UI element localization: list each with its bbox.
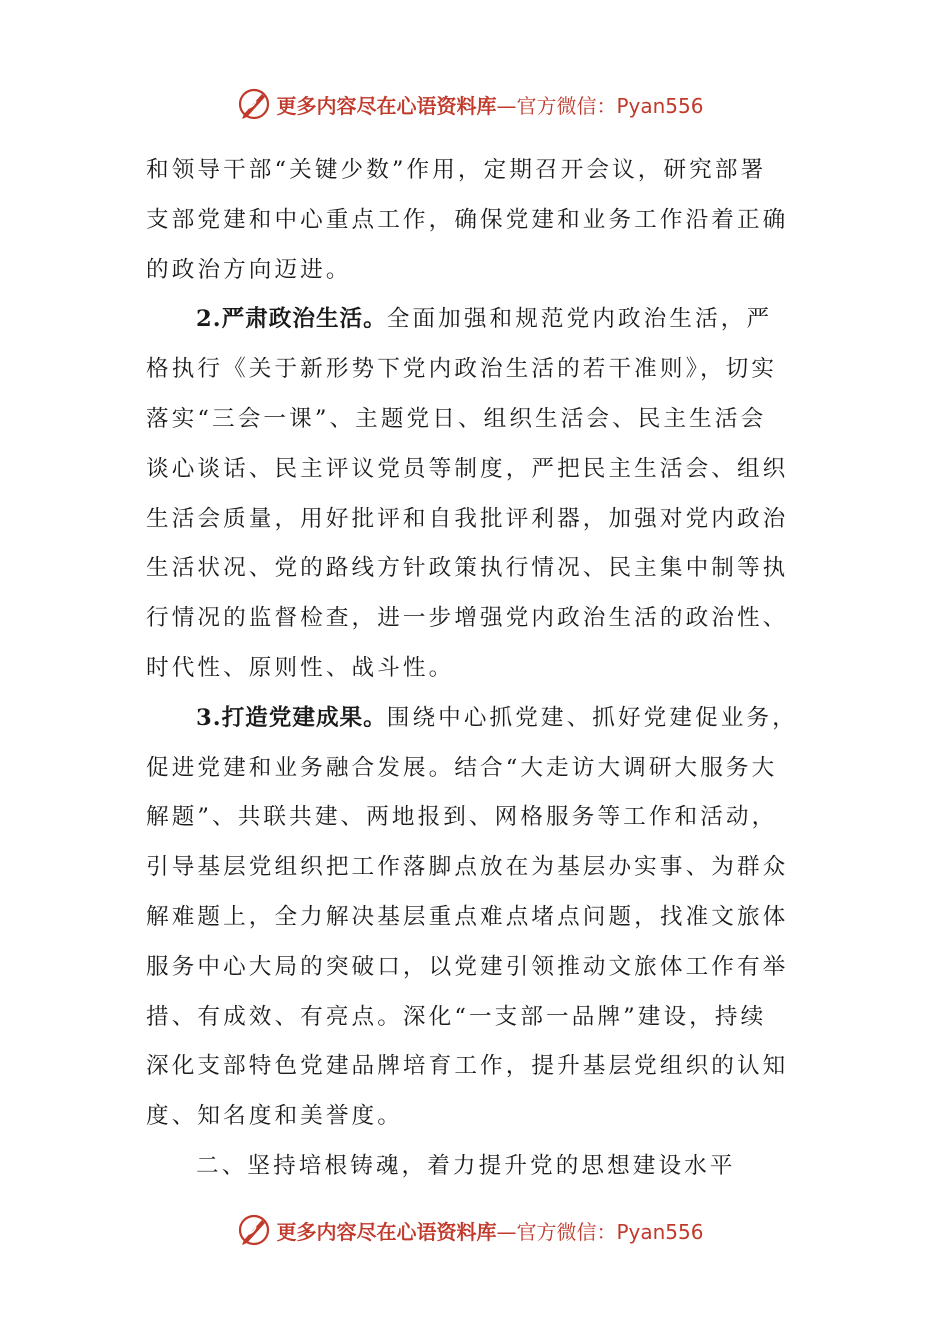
paragraph-2-heading: 2.严肃政治生活。	[196, 306, 387, 333]
watermark-suffix: —官方微信：Pyan556	[496, 93, 704, 118]
text-line: 落实“三会一课”、主题党日、组织生活会、民主生活会	[146, 405, 767, 432]
paragraph-3-heading: 3.打造党建成果。	[196, 704, 387, 731]
paragraph-3-text: 围绕中心抓党建、抓好党建促业务，	[386, 704, 798, 731]
paragraph-2-first-line	[146, 295, 816, 345]
text-line: 生活状况、党的路线方针政策执行情况、民主集中制等执	[146, 555, 789, 582]
pen-logo-icon	[236, 86, 272, 122]
text-line: 服务中心大局的突破口，以党建引领推动文旅体工作有举	[146, 953, 789, 980]
paragraph-2-text: 全面加强和规范党内政治生活，严	[386, 306, 773, 333]
text-line: 度、知名度和美誉度。	[146, 1103, 403, 1130]
text-line: 格执行《关于新形势下党内政治生活的若干准则》，切实	[146, 356, 778, 383]
pen-logo-icon	[236, 1212, 272, 1248]
text-line: 的政治方向迈进。	[146, 256, 352, 283]
section-heading: 二、坚持培根铸魂，着力提升党的思想建设水平	[196, 1152, 736, 1179]
text-line: 和领导干部“关键少数”作用，定期召开会议，研究部署	[146, 157, 767, 183]
watermark-text: 更多内容尽在心语资料库	[276, 93, 497, 118]
text-line: 深化支部特色党建品牌培育工作，提升基层党组织的认知	[146, 1053, 789, 1080]
header-watermark	[0, 84, 950, 124]
watermark-text: 更多内容尽在心语资料库	[276, 1219, 497, 1244]
text-line: 生活会质量，用好批评和自我批评利器，加强对党内政治	[146, 505, 789, 532]
text-line: 引导基层党组织把工作落脚点放在为基层办实事、为群众	[146, 854, 789, 881]
watermark-suffix: —官方微信：Pyan556	[496, 1219, 704, 1244]
footer-watermark	[0, 1210, 950, 1250]
text-line: 行情况的监督检查，进一步增强党内政治生活的政治性、	[146, 605, 789, 632]
document-body	[146, 146, 816, 1192]
text-line: 措、有成效、有亮点。深化“一支部一品牌”建设，持续	[146, 1003, 767, 1030]
text-line: 解题”、共联共建、两地报到、网格服务等工作和活动，	[146, 804, 778, 831]
text-line: 支部党建和中心重点工作，确保党建和业务工作沿着正确	[146, 206, 789, 233]
text-line: 时代性、原则性、战斗性。	[146, 654, 455, 681]
text-line: 促进党建和业务融合发展。结合“大走访大调研大服务大	[146, 754, 778, 781]
paragraph-3-first-line	[146, 694, 816, 744]
text-line: 谈心谈话、民主评议党员等制度，严把民主生活会、组织	[146, 455, 789, 482]
text-line: 解难题上，全力解决基层重点难点堵点问题，找准文旅体	[146, 903, 789, 930]
